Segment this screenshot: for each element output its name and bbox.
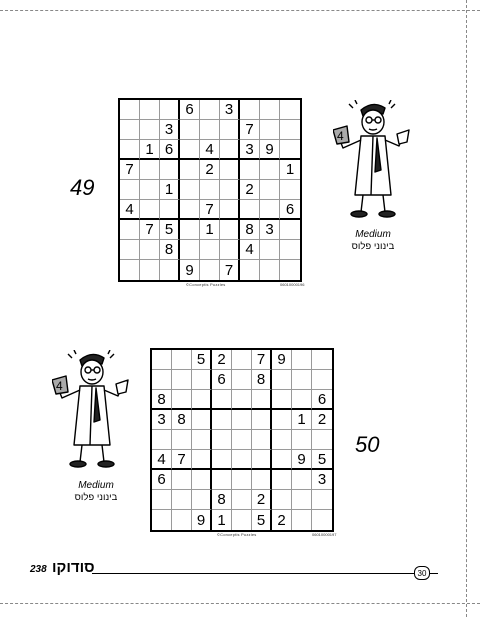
sudoku-cell: 4 bbox=[152, 450, 172, 470]
puzzle-code: 06010000197 bbox=[312, 532, 337, 537]
sudoku-cell: 3 bbox=[160, 120, 180, 140]
sudoku-cell: 6 bbox=[152, 470, 172, 490]
sudoku-cell: 7 bbox=[252, 350, 272, 370]
sudoku-cell bbox=[232, 510, 252, 530]
sudoku-cell bbox=[180, 220, 200, 240]
sudoku-cell: 9 bbox=[180, 260, 200, 280]
sudoku-cell bbox=[220, 160, 240, 180]
sudoku-cell: 8 bbox=[172, 410, 192, 430]
sudoku-cell bbox=[192, 410, 212, 430]
sudoku-cell bbox=[152, 510, 172, 530]
sudoku-cell bbox=[140, 260, 160, 280]
sudoku-cell bbox=[252, 430, 272, 450]
scientist-illustration-icon bbox=[333, 100, 413, 225]
sudoku-cell bbox=[172, 350, 192, 370]
sudoku-cell bbox=[212, 390, 232, 410]
sudoku-cell bbox=[180, 200, 200, 220]
sudoku-cell: 3 bbox=[312, 470, 332, 490]
sudoku-cell: 8 bbox=[160, 240, 180, 260]
sudoku-cell bbox=[220, 240, 240, 260]
sudoku-cell bbox=[140, 180, 160, 200]
sudoku-cell bbox=[152, 350, 172, 370]
sudoku-cell: 7 bbox=[140, 220, 160, 240]
sudoku-cell bbox=[200, 120, 220, 140]
sudoku-cell bbox=[280, 260, 300, 280]
sudoku-grid bbox=[150, 348, 334, 532]
sudoku-cell: 2 bbox=[200, 160, 220, 180]
sudoku-cell: 8 bbox=[212, 490, 232, 510]
sudoku-cell bbox=[272, 430, 292, 450]
sudoku-cell bbox=[212, 450, 232, 470]
sudoku-cell bbox=[280, 240, 300, 260]
sudoku-cell bbox=[292, 470, 312, 490]
sudoku-cell: 6 bbox=[312, 390, 332, 410]
sudoku-cell bbox=[252, 470, 272, 490]
sudoku-cell bbox=[292, 370, 312, 390]
difficulty-label: Medium bbox=[78, 480, 114, 491]
brand-logo: סודוקו bbox=[52, 559, 95, 576]
sudoku-cell: 3 bbox=[152, 410, 172, 430]
sudoku-cell: 1 bbox=[160, 180, 180, 200]
sudoku-cell bbox=[220, 220, 240, 240]
sudoku-cell bbox=[192, 390, 212, 410]
sudoku-cell: 1 bbox=[140, 140, 160, 160]
sudoku-cell: 6 bbox=[180, 100, 200, 120]
trim-mark-right bbox=[466, 0, 467, 617]
copyright-label: ©Conceptis Puzzles bbox=[186, 282, 226, 287]
sudoku-cell bbox=[272, 450, 292, 470]
sudoku-cell bbox=[200, 240, 220, 260]
sudoku-cell bbox=[212, 470, 232, 490]
sudoku-cell bbox=[240, 260, 260, 280]
sudoku-cell bbox=[172, 470, 192, 490]
sudoku-cell: 1 bbox=[280, 160, 300, 180]
sudoku-cell bbox=[140, 100, 160, 120]
sudoku-cell: 2 bbox=[240, 180, 260, 200]
sudoku-cell bbox=[192, 470, 212, 490]
sudoku-cell bbox=[280, 120, 300, 140]
sudoku-cell: 3 bbox=[260, 220, 280, 240]
sudoku-cell bbox=[220, 120, 240, 140]
sudoku-cell bbox=[200, 260, 220, 280]
trim-mark-bottom bbox=[0, 603, 480, 604]
sudoku-cell bbox=[172, 510, 192, 530]
sudoku-cell bbox=[212, 430, 232, 450]
sudoku-cell: 3 bbox=[220, 100, 240, 120]
sudoku-cell bbox=[160, 160, 180, 180]
sudoku-cell bbox=[232, 470, 252, 490]
sudoku-cell: 7 bbox=[120, 160, 140, 180]
page-number-left: 238 bbox=[30, 564, 47, 575]
sudoku-cell bbox=[192, 370, 212, 390]
sudoku-cell: 8 bbox=[252, 370, 272, 390]
sudoku-cell bbox=[160, 100, 180, 120]
sudoku-cell bbox=[240, 160, 260, 180]
footer-rule bbox=[92, 573, 414, 574]
sudoku-cell: 1 bbox=[292, 410, 312, 430]
sudoku-cell: 9 bbox=[272, 350, 292, 370]
sudoku-cell bbox=[312, 370, 332, 390]
sudoku-cell: 1 bbox=[200, 220, 220, 240]
sudoku-cell bbox=[260, 200, 280, 220]
sudoku-cell bbox=[272, 370, 292, 390]
sudoku-cell bbox=[292, 430, 312, 450]
sudoku-cell bbox=[140, 160, 160, 180]
sudoku-cell bbox=[140, 240, 160, 260]
sudoku-cell bbox=[312, 510, 332, 530]
sudoku-cell bbox=[172, 490, 192, 510]
sudoku-cell: 2 bbox=[312, 410, 332, 430]
sudoku-cell bbox=[260, 100, 280, 120]
sudoku-cell bbox=[160, 260, 180, 280]
sudoku-cell bbox=[212, 410, 232, 430]
sudoku-cell bbox=[192, 450, 212, 470]
sudoku-cell: 4 bbox=[120, 200, 140, 220]
sudoku-grid bbox=[118, 98, 302, 282]
difficulty-label: Medium bbox=[355, 229, 391, 240]
sudoku-cell bbox=[252, 390, 272, 410]
sudoku-cell: 9 bbox=[292, 450, 312, 470]
sudoku-cell bbox=[232, 410, 252, 430]
sudoku-cell bbox=[272, 390, 292, 410]
sudoku-cell: 4 bbox=[240, 240, 260, 260]
sudoku-cell bbox=[180, 160, 200, 180]
sudoku-cell bbox=[312, 490, 332, 510]
sudoku-cell bbox=[272, 410, 292, 430]
sudoku-cell bbox=[312, 350, 332, 370]
sudoku-cell: 6 bbox=[280, 200, 300, 220]
sudoku-cell bbox=[292, 490, 312, 510]
puzzle-code: 06010000196 bbox=[280, 282, 305, 287]
sudoku-cell: 7 bbox=[172, 450, 192, 470]
trim-mark-top bbox=[0, 10, 480, 11]
sudoku-cell bbox=[120, 260, 140, 280]
sudoku-cell: 5 bbox=[160, 220, 180, 240]
sudoku-cell bbox=[172, 370, 192, 390]
sudoku-cell bbox=[120, 100, 140, 120]
sudoku-cell bbox=[120, 180, 140, 200]
puzzle-number: 50 bbox=[355, 432, 380, 457]
sudoku-cell bbox=[280, 100, 300, 120]
sudoku-cell: 4 bbox=[200, 140, 220, 160]
sudoku-cell: 5 bbox=[252, 510, 272, 530]
sudoku-cell bbox=[152, 490, 172, 510]
sudoku-cell: 6 bbox=[160, 140, 180, 160]
sudoku-cell bbox=[220, 180, 240, 200]
sudoku-cell: 8 bbox=[240, 220, 260, 240]
sudoku-cell bbox=[232, 490, 252, 510]
sudoku-cell bbox=[232, 450, 252, 470]
sudoku-cell bbox=[252, 450, 272, 470]
sudoku-cell: 6 bbox=[212, 370, 232, 390]
sudoku-cell: 1 bbox=[212, 510, 232, 530]
footer-rule-end bbox=[429, 573, 438, 574]
sudoku-cell: 7 bbox=[220, 260, 240, 280]
sudoku-cell bbox=[120, 220, 140, 240]
svg-text:4: 4 bbox=[337, 129, 344, 143]
sudoku-cell bbox=[260, 120, 280, 140]
sudoku-cell bbox=[172, 430, 192, 450]
sudoku-cell bbox=[260, 180, 280, 200]
scientist-illustration-icon bbox=[52, 350, 132, 475]
sudoku-cell bbox=[172, 390, 192, 410]
sudoku-cell: 2 bbox=[212, 350, 232, 370]
puzzle-number: 49 bbox=[70, 175, 95, 200]
sudoku-cell bbox=[180, 120, 200, 140]
sudoku-cell: 9 bbox=[192, 510, 212, 530]
sudoku-cell bbox=[272, 470, 292, 490]
sudoku-cell: 3 bbox=[240, 140, 260, 160]
sudoku-cell bbox=[240, 100, 260, 120]
sudoku-cell bbox=[180, 140, 200, 160]
sudoku-cell bbox=[232, 370, 252, 390]
sudoku-cell bbox=[292, 350, 312, 370]
sudoku-cell bbox=[200, 180, 220, 200]
sudoku-cell: 2 bbox=[252, 490, 272, 510]
sudoku-cell: 5 bbox=[312, 450, 332, 470]
sudoku-cell: 7 bbox=[200, 200, 220, 220]
sudoku-cell bbox=[180, 240, 200, 260]
copyright-label: ©Conceptis Puzzles bbox=[217, 532, 257, 537]
sudoku-cell bbox=[192, 490, 212, 510]
sudoku-cell bbox=[292, 390, 312, 410]
sudoku-cell bbox=[240, 200, 260, 220]
sudoku-cell bbox=[120, 140, 140, 160]
sudoku-cell bbox=[232, 350, 252, 370]
sudoku-cell bbox=[280, 140, 300, 160]
sudoku-cell: 7 bbox=[240, 120, 260, 140]
svg-text:4: 4 bbox=[56, 379, 63, 393]
sudoku-cell bbox=[232, 430, 252, 450]
sudoku-cell bbox=[180, 180, 200, 200]
sudoku-cell bbox=[152, 370, 172, 390]
sudoku-cell bbox=[220, 140, 240, 160]
sudoku-cell: 5 bbox=[192, 350, 212, 370]
sudoku-cell bbox=[140, 200, 160, 220]
sudoku-cell bbox=[160, 200, 180, 220]
sudoku-cell bbox=[292, 510, 312, 530]
sudoku-cell bbox=[192, 430, 212, 450]
sudoku-cell bbox=[312, 430, 332, 450]
sudoku-cell bbox=[260, 160, 280, 180]
sudoku-cell bbox=[220, 200, 240, 220]
sudoku-cell bbox=[152, 430, 172, 450]
sudoku-cell bbox=[232, 390, 252, 410]
sudoku-cell bbox=[120, 120, 140, 140]
sudoku-cell bbox=[272, 490, 292, 510]
sudoku-cell bbox=[260, 260, 280, 280]
difficulty-label-hebrew: בינוני פלוס bbox=[74, 492, 118, 503]
sudoku-cell: 2 bbox=[272, 510, 292, 530]
difficulty-label-hebrew: בינוני פלוס bbox=[351, 241, 395, 252]
sudoku-cell: 8 bbox=[152, 390, 172, 410]
sudoku-cell bbox=[200, 100, 220, 120]
sudoku-cell bbox=[260, 240, 280, 260]
sudoku-cell bbox=[120, 240, 140, 260]
sudoku-cell bbox=[280, 180, 300, 200]
sudoku-cell bbox=[140, 120, 160, 140]
sudoku-cell: 9 bbox=[260, 140, 280, 160]
sudoku-cell bbox=[280, 220, 300, 240]
sudoku-cell bbox=[252, 410, 272, 430]
page-number-badge: 30 bbox=[414, 566, 430, 580]
